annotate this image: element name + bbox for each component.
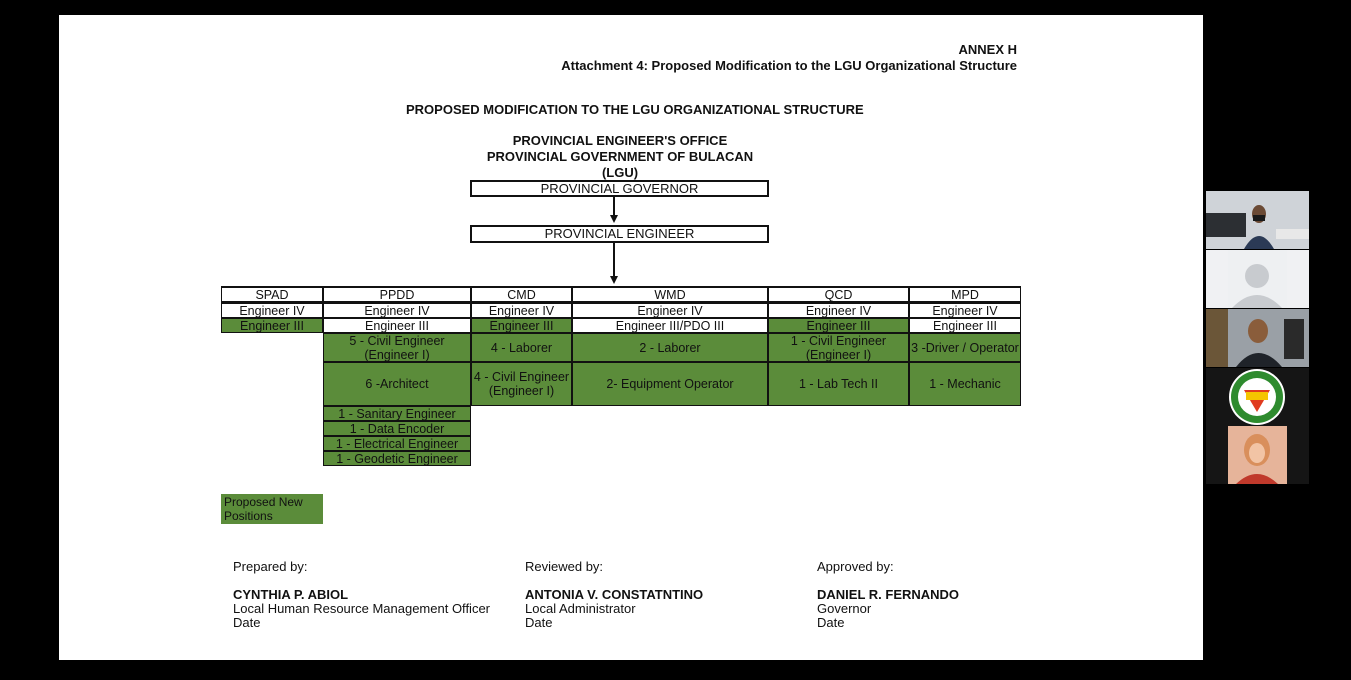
org-box-governor: PROVINCIAL GOVERNOR xyxy=(470,180,769,197)
participant-man-icon xyxy=(1206,309,1309,367)
signature-label: Reviewed by: xyxy=(525,559,604,574)
position-cell-proposed: Engineer III xyxy=(221,318,323,333)
signature-reviewed xyxy=(525,560,703,630)
office-line-1: PROVINCIAL ENGINEER'S OFFICE xyxy=(512,133,728,148)
dept-spad: SPAD xyxy=(221,286,323,303)
position-cell: Engineer III xyxy=(909,318,1021,333)
connector-line xyxy=(613,197,615,217)
position-cell-proposed: 1 - Data Encoder xyxy=(323,421,471,436)
dept-ppdd: PPDD xyxy=(323,286,471,303)
position-cell: Engineer IV xyxy=(768,303,909,318)
position-cell-proposed: 4 - Civil Engineer (Engineer I) xyxy=(471,362,572,406)
signatory-name: ANTONIA V. CONSTATNTINO xyxy=(525,587,704,602)
position-cell: Engineer IV xyxy=(221,303,323,318)
position-cell-proposed: 1 - Electrical Engineer xyxy=(323,436,471,451)
position-cell-proposed: 6 -Architect xyxy=(323,362,471,406)
position-cell: Engineer IV xyxy=(323,303,471,318)
position-cell-proposed: 1 - Geodetic Engineer xyxy=(323,451,471,466)
position-cell-proposed: 3 -Driver / Operator xyxy=(909,333,1021,362)
position-cell: Engineer IV xyxy=(909,303,1021,318)
position-cell-proposed: 1 - Sanitary Engineer xyxy=(323,406,471,421)
dept-qcd: QCD xyxy=(768,286,909,303)
attachment-title: Attachment 4: Proposed Modification to the LGU Organizational Structure xyxy=(561,58,1017,73)
participant-woman-icon xyxy=(1206,426,1309,484)
document-title: PROPOSED MODIFICATION TO THE LGU ORGANIZATIONAL STRUCTURE xyxy=(406,102,864,117)
signature-label: Prepared by: xyxy=(233,559,308,574)
arrow-down-icon xyxy=(610,215,618,223)
signatory-name: CYNTHIA P. ABIOL xyxy=(233,587,349,602)
participant-with-mask-icon xyxy=(1206,191,1309,249)
signature-date: Date xyxy=(233,615,261,630)
office-line-3: (LGU) xyxy=(601,165,639,180)
position-cell: Engineer IV xyxy=(572,303,768,318)
signature-date: Date xyxy=(817,615,845,630)
participant-video-1[interactable] xyxy=(1206,191,1309,249)
shared-document xyxy=(59,15,1203,660)
office-line-2: PROVINCIAL GOVERNMENT OF BULACAN xyxy=(486,149,754,164)
position-cell: Engineer III xyxy=(323,318,471,333)
position-cell-proposed: 2- Equipment Operator xyxy=(572,362,768,406)
office-heading xyxy=(470,133,770,181)
legend-proposed-new-positions: Proposed New Positions xyxy=(221,494,323,524)
dept-mpd: MPD xyxy=(909,286,1021,303)
signature-label: Approved by: xyxy=(817,559,894,574)
position-cell-proposed: 1 - Civil Engineer (Engineer I) xyxy=(768,333,909,362)
signature-approved xyxy=(817,560,959,630)
position-cell-proposed: 4 - Laborer xyxy=(471,333,572,362)
signatory-title: Local Human Resource Management Officer xyxy=(233,601,490,616)
participant-video-3[interactable] xyxy=(1206,309,1309,367)
annex-label: ANNEX H xyxy=(958,42,1017,57)
position-cell: Engineer III/PDO III xyxy=(572,318,768,333)
signatory-name: DANIEL R. FERNANDO xyxy=(817,587,960,602)
dept-wmd: WMD xyxy=(572,286,768,303)
participant-video-2[interactable] xyxy=(1206,250,1309,308)
participant-video-4[interactable] xyxy=(1206,368,1309,426)
position-cell-proposed: 1 - Lab Tech II xyxy=(768,362,909,406)
position-cell: Engineer IV xyxy=(471,303,572,318)
signatory-title: Governor xyxy=(817,601,872,616)
dept-cmd: CMD xyxy=(471,286,572,303)
position-cell-proposed: Engineer III xyxy=(471,318,572,333)
position-cell-proposed: 1 - Mechanic xyxy=(909,362,1021,406)
signatory-title: Local Administrator xyxy=(525,601,636,616)
position-cell-proposed: 5 - Civil Engineer (Engineer I) xyxy=(323,333,471,362)
position-cell-proposed: Engineer III xyxy=(768,318,909,333)
position-cell-proposed: 2 - Laborer xyxy=(572,333,768,362)
org-box-provincial-engineer: PROVINCIAL ENGINEER xyxy=(470,225,769,243)
arrow-down-icon xyxy=(610,276,618,284)
avatar-placeholder-icon xyxy=(1206,250,1309,308)
signature-prepared xyxy=(233,560,490,630)
rescue-logo-icon xyxy=(1206,368,1309,426)
connector-line xyxy=(613,243,615,277)
participant-video-5[interactable] xyxy=(1206,426,1309,484)
signature-date: Date xyxy=(525,615,553,630)
